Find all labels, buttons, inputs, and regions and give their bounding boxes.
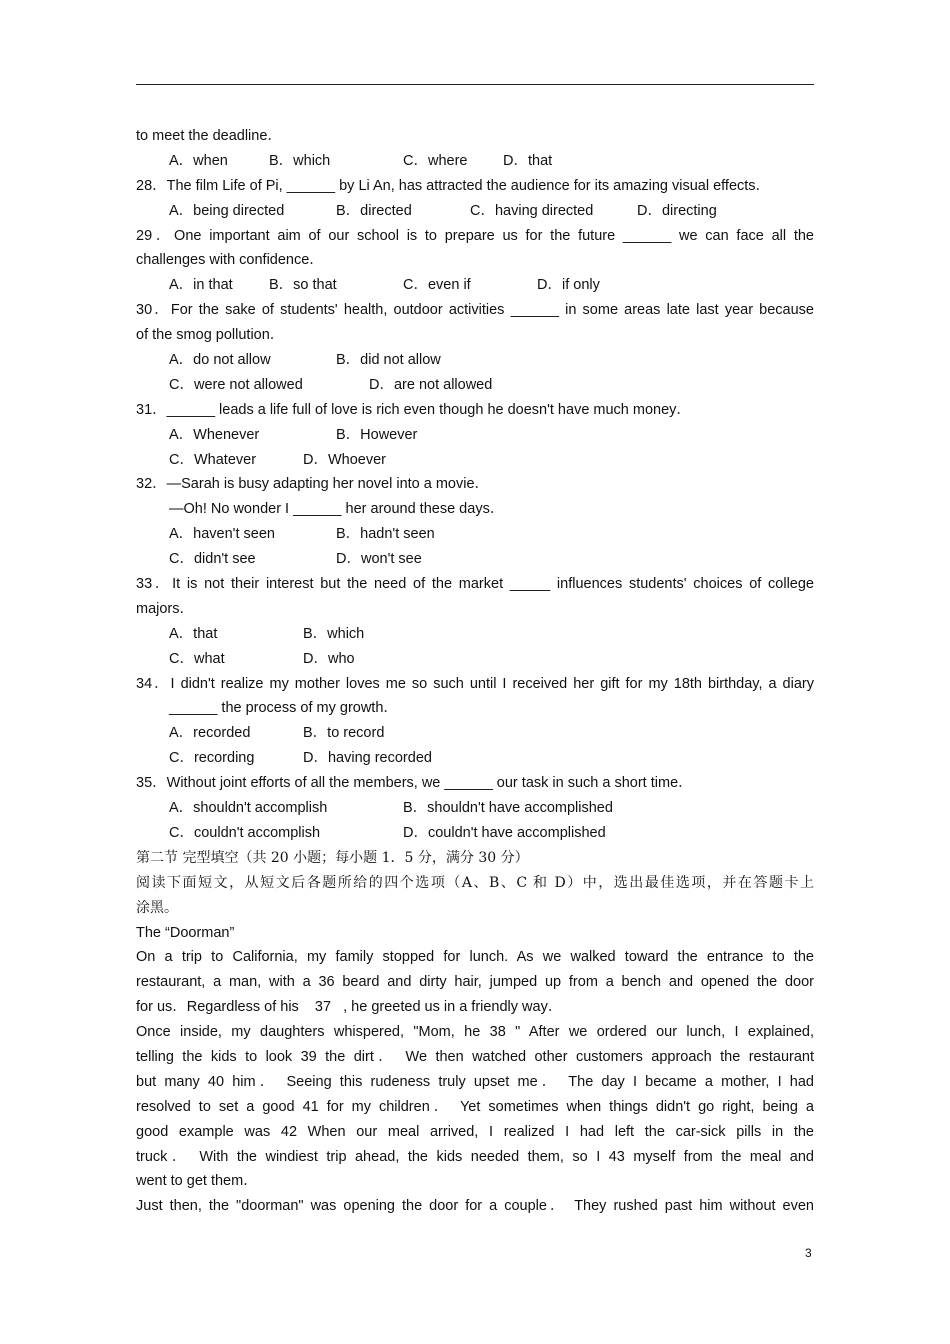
- instructions-line-2: 涂黑。: [136, 899, 178, 916]
- header-rule: [136, 84, 814, 85]
- q27-option-d: D．that: [503, 152, 553, 169]
- q27-tail: to meet the deadline．: [136, 128, 282, 144]
- q35-options-row-2: [136, 821, 814, 846]
- q28-option-d: D．directing: [637, 202, 717, 219]
- q34-options-row-1: [136, 721, 814, 746]
- q34-stem-line-2: ______ the process of my growth．: [169, 700, 398, 717]
- instructions-line-1: 阅读下面短文，从短文后各题所给的四个选项（A、B、C 和 D）中，选出最佳选项，并在答题卡上: [136, 874, 814, 891]
- passage-line: telling the kids to look 39 the dirt． We then watched other customers approach the restaurant: [136, 1048, 814, 1065]
- passage-line: for us．Regardless of his 37 , he greeted us in a friendly way．: [136, 999, 563, 1016]
- q29-options: [136, 273, 814, 298]
- q35-option-c: C．couldn't accomplish: [169, 824, 321, 841]
- passage-title: The “Doorman”: [136, 924, 235, 941]
- q32-options-row-1: [136, 522, 814, 547]
- section-heading: 第二节 完型填空（共 20 小题；每小题 1．5 分，满分 30 分）: [136, 849, 529, 866]
- q34-options-row-2: [136, 746, 814, 771]
- q35-option-d: D．couldn't have accomplished: [403, 824, 606, 841]
- q31-options-row-2: [136, 448, 814, 473]
- q33-stem-line-2: majors．: [136, 600, 195, 617]
- q32-stem-line-2: —Oh! No wonder I ______ her around these days．: [169, 501, 505, 518]
- q32-option-d: D．won't see: [336, 551, 422, 568]
- q31-options-row-1: [136, 423, 814, 448]
- passage-line: On a trip to California, my family stopped for lunch. As we walked toward the entrance to the: [136, 949, 814, 966]
- q27-option-c: C．where: [403, 152, 468, 169]
- q31-stem: 31．______ leads a life full of love is rich even though he doesn't have much money．: [136, 401, 691, 418]
- q33-options-row-2: [136, 647, 814, 672]
- q35-options-row-1: [136, 796, 814, 821]
- q29-option-c: C．even if: [403, 277, 471, 294]
- q32-option-b: B．hadn't seen: [336, 526, 435, 543]
- q31-option-b: B．However: [336, 426, 418, 443]
- q29-option-b: B．so that: [269, 277, 337, 294]
- q33-option-b: B．which: [303, 625, 365, 642]
- q29-stem-line-2: challenges with confidence．: [136, 252, 324, 269]
- passage-line: truck． With the windiest trip ahead, the kids needed them, so I 43 myself from the meal and: [136, 1148, 814, 1165]
- q28-options: [136, 199, 814, 224]
- q33-option-d: D．who: [303, 650, 355, 667]
- q34-stem-line-1: 34．I didn't realize my mother loves me so such until I received her gift for my 18th birthday, a diary: [136, 675, 814, 692]
- q34-option-a: A．recorded: [169, 725, 251, 742]
- q30-options-row-1: [136, 348, 814, 373]
- q30-option-d: D．are not allowed: [369, 376, 493, 393]
- q29-stem-line-1: 29．One important aim of our school is to prepare us for the future ______ we can face all the: [136, 227, 814, 244]
- q28-option-c: C．having directed: [470, 202, 594, 219]
- q30-option-c: C．were not allowed: [169, 376, 303, 393]
- q31-option-c: C．Whatever: [169, 451, 257, 468]
- q34-option-b: B．to record: [303, 725, 385, 742]
- q27-option-b: B．which: [269, 152, 331, 169]
- q33-options-row-1: [136, 622, 814, 647]
- q30-stem-line-1: 30．For the sake of students' health, outdoor activities ______ in some areas late last year because: [136, 302, 814, 319]
- q30-option-b: B．did not allow: [336, 352, 441, 369]
- passage-line: Once inside, my daughters whispered, "Mom, he 38 " After we ordered our lunch, I explained,: [136, 1024, 814, 1041]
- q27-option-a: A．when: [169, 152, 228, 169]
- q33-option-c: C．what: [169, 650, 225, 667]
- q31-option-d: D．Whoever: [303, 451, 386, 468]
- q30-options-row-2: [136, 373, 814, 398]
- q28-option-b: B．directed: [336, 202, 412, 219]
- q32-stem-line-1: 32．—Sarah is busy adapting her novel into a movie．: [136, 476, 490, 493]
- passage-line: good example was 42 When our meal arrived, I realized I had left the car-sick pills in the: [136, 1123, 814, 1140]
- q29-option-d: D．if only: [537, 277, 600, 294]
- q35-option-a: A．shouldn't accomplish: [169, 800, 328, 817]
- passage-line: restaurant, a man, with a 36 beard and dirty hair, jumped up from a bench and opened the door: [136, 974, 814, 991]
- q31-option-a: A．Whenever: [169, 426, 260, 443]
- q32-options-row-2: [136, 547, 814, 572]
- q32-option-a: A．haven't seen: [169, 526, 275, 543]
- q30-option-a: A．do not allow: [169, 352, 271, 369]
- q32-option-c: C．didn't see: [169, 551, 256, 568]
- passage-line: resolved to set a good 41 for my children． Yet sometimes when things didn't go right, being a: [136, 1098, 814, 1115]
- q35-option-b: B．shouldn't have accomplished: [403, 800, 613, 817]
- q30-stem-line-2: of the smog pollution．: [136, 327, 285, 344]
- passage-line: Just then, the "doorman" was opening the door for a couple． They rushed past him without even: [136, 1198, 814, 1215]
- q28-option-a: A．being directed: [169, 202, 285, 219]
- passage-line: but many 40 him． Seeing this rudeness truly upset me． The day I became a mother, I had: [136, 1073, 814, 1090]
- q33-option-a: A．that: [169, 625, 218, 642]
- q28-stem: 28．The film Life of Pi, ______ by Li An, has attracted the audience for its amazing visual effects．: [136, 177, 771, 194]
- exam-content: [136, 124, 814, 1219]
- page-number: 3: [805, 1246, 812, 1260]
- q33-stem-line-1: 33．It is not their interest but the need of the market _____ influences students' choices of college: [136, 576, 814, 593]
- q34-option-c: C．recording: [169, 750, 255, 767]
- q29-option-a: A．in that: [169, 277, 233, 294]
- q35-stem: 35．Without joint efforts of all the members, we ______ our task in such a short time．: [136, 775, 693, 792]
- q34-option-d: D．having recorded: [303, 750, 432, 767]
- passage-line: went to get them．: [136, 1173, 258, 1190]
- q27-options: [136, 149, 814, 174]
